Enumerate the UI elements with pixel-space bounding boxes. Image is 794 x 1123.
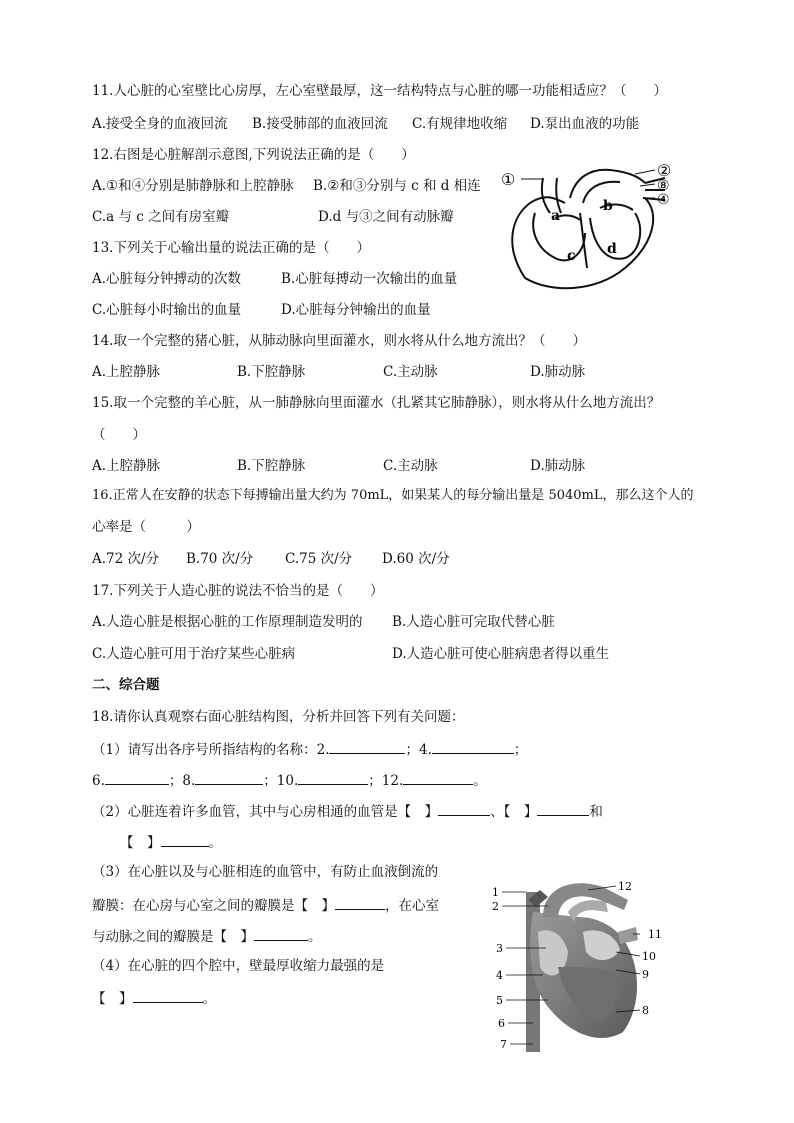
q13-option-d: D.心脏每分钟输出的血量	[281, 302, 431, 318]
fig1-label-2: ②	[657, 161, 672, 180]
q18-part3-text-b: 瓣膜：在心房与心室之间的瓣膜是【 】	[92, 898, 335, 914]
fig2-label-11: 11	[648, 928, 662, 941]
q18-part3-text-b-end: ，在心室	[385, 898, 439, 914]
fig1-label-d: d	[607, 241, 617, 257]
q18-part1-line1	[92, 739, 527, 759]
fig2-label-3: 3	[496, 942, 503, 955]
heart-diagram-2	[488, 872, 668, 1057]
answer-blank-vessel-1[interactable]	[438, 801, 490, 816]
q18-part1-sep4: ；4.	[405, 742, 432, 758]
fig2-label-6: 6	[498, 1017, 505, 1030]
q18-part3-text-c-end: 。	[308, 929, 322, 945]
fig2-label-8: 8	[642, 1004, 649, 1017]
q14-option-c: C.主动脉	[383, 364, 438, 380]
q12-option-a: A.①和④分别是肺静脉和上腔静脉	[92, 178, 294, 194]
q18-part2-line2	[120, 832, 222, 852]
q15-option-a: A.上腔静脉	[92, 458, 161, 474]
q16-stem-cont: 心率是（ ）	[92, 519, 200, 535]
q18-part2-and: 和	[589, 804, 603, 820]
q18-part2-line1	[92, 801, 603, 821]
q18-part1-label: （1）请写出各序号所指结构的名称：2.	[92, 742, 330, 758]
q18-part1-end2: 。	[473, 773, 487, 789]
heart-diagram-1	[495, 158, 690, 293]
q15-option-d: D.肺动脉	[530, 458, 586, 474]
q18-part2-end: 。	[208, 835, 222, 851]
fig2-label-12: 12	[618, 880, 632, 893]
q12-option-d: D.d 与③之间有动脉瓣	[318, 209, 454, 225]
fig2-label-1: 1	[492, 886, 499, 899]
q14-option-b: B.下腔静脉	[237, 364, 306, 380]
q11-stem: 11.人心脏的心室壁比心房厚，左心室壁最厚，这一结构特点与心脏的哪一功能相适应？（ ）	[92, 83, 667, 99]
q15-stem-cont: （ ）	[92, 427, 146, 443]
q18-label-8: ；8.	[168, 773, 196, 789]
q15-option-b: B.下腔静脉	[237, 458, 306, 474]
fig1-label-a: a	[551, 208, 561, 224]
q18-part4-bracket: 【 】	[92, 991, 133, 1007]
answer-blank-8[interactable]	[195, 770, 263, 785]
fig1-label-c: c	[567, 248, 576, 264]
q18-part1-end: ；	[513, 742, 528, 758]
q13-option-b: B.心脏每搏动一次输出的血量	[281, 271, 458, 287]
q14-option-a: A.上腔静脉	[92, 364, 161, 380]
q17-option-d: D.人造心脏可使心脏病患者得以重生	[392, 646, 610, 662]
q14-option-d: D.肺动脉	[530, 364, 586, 380]
q16-option-a: A.72 次/分	[92, 551, 160, 567]
q18-part4-line2	[92, 988, 216, 1008]
q17-option-c: C.人造心脏可用于治疗某些心脏病	[92, 646, 296, 662]
answer-blank-4[interactable]	[432, 739, 514, 754]
answer-blank-vessel-2[interactable]	[537, 801, 589, 816]
q18-label-10: ；10.	[263, 773, 299, 789]
fig2-label-9: 9	[642, 968, 649, 981]
q18-label-12: ；12.	[368, 773, 404, 789]
q17-option-b: B.人造心脏可完取代替心脏	[392, 614, 555, 630]
q16-option-c: C.75 次/分	[285, 551, 353, 567]
q18-part3-line2	[92, 895, 439, 915]
fig1-label-4: ④	[657, 192, 670, 208]
q17-option-a: A.人造心脏是根据心脏的工作原理制造发明的	[92, 614, 363, 630]
answer-blank-10[interactable]	[298, 770, 368, 785]
q11-option-c: C.有规律地收缩	[412, 116, 508, 132]
q18-part2-text: （2）心脏连着许多血管，其中与心房相通的血管是【 】	[92, 804, 439, 820]
fig1-label-b: b	[603, 198, 613, 214]
section-heading: 二、综合题	[92, 677, 160, 693]
q18-part3-line1: （3）在心脏以及与心脏相连的血管中，有防止血液倒流的	[92, 864, 439, 880]
answer-blank-2[interactable]	[329, 739, 405, 754]
fig1-label-3: ⑧	[657, 178, 670, 194]
answer-blank-valve-1[interactable]	[335, 895, 385, 910]
q17-stem: 17.下列关于人造心脏的说法不恰当的是（ ）	[92, 583, 384, 599]
q13-option-a: A.心脏每分钟搏动的次数	[92, 271, 242, 287]
q15-option-c: C.主动脉	[383, 458, 438, 474]
q18-part2-sep: 、【 】	[490, 804, 538, 820]
q13-option-c: C.心脏每小时输出的血量	[92, 302, 242, 318]
q15-stem: 15.取一个完整的羊心脏，从一肺静脉向里面灌水（扎紧其它肺静脉），则水将从什么地方流出？	[92, 395, 661, 411]
answer-blank-12[interactable]	[403, 770, 473, 785]
q14-stem: 14.取一个完整的猪心脏，从肺动脉向里面灌水，则水将从什么地方流出？（ ）	[92, 333, 586, 349]
q12-stem: 12.右图是心脏解剖示意图,下列说法正确的是（ ）	[92, 147, 415, 163]
q18-part2-bracket: 【 】	[120, 835, 161, 851]
q11-option-a: A.接受全身的血液回流	[92, 116, 228, 132]
fig2-label-5: 5	[496, 994, 503, 1007]
q13-stem: 13.下列关于心输出量的说法正确的是（ ）	[92, 240, 370, 256]
fig2-label-7: 7	[500, 1038, 507, 1051]
q11-option-d: D.泵出血液的功能	[530, 116, 640, 132]
q18-part4-line1: （4）在心脏的四个腔中，壁最厚收缩力最强的是	[92, 958, 385, 974]
q16-stem: 16.正常人在安静的状态下每搏输出量大约为 70mL，如果某人的每分输出量是 5040mL，那么这个人的	[92, 488, 694, 503]
q18-part3-line3	[92, 926, 322, 946]
q11-option-b: B.接受肺部的血液回流	[252, 116, 388, 132]
fig2-label-2: 2	[492, 900, 499, 913]
q16-option-b: B.70 次/分	[186, 551, 254, 567]
q18-part1-line2	[92, 770, 487, 790]
q18-part3-text-c: 与动脉之间的瓣膜是【 】	[92, 929, 254, 945]
q12-option-c: C.a 与 c 之间有房室瓣	[92, 209, 230, 225]
fig2-label-10: 10	[642, 950, 656, 963]
fig1-label-1: ①	[501, 170, 516, 189]
fig2-label-4: 4	[496, 969, 503, 982]
q18-stem: 18.请你认真观察右面心脏结构图，分析并回答下列有关问题：	[92, 709, 465, 725]
q18-part4-end: 。	[202, 991, 216, 1007]
answer-blank-valve-2[interactable]	[254, 926, 308, 941]
q16-option-d: D.60 次/分	[382, 551, 450, 567]
answer-blank-chamber[interactable]	[133, 988, 203, 1003]
answer-blank-vessel-3[interactable]	[161, 832, 209, 847]
q12-option-b: B.②和③分别与 c 和 d 相连	[313, 178, 481, 194]
answer-blank-6[interactable]	[105, 770, 169, 785]
q18-label-6: 6.	[92, 773, 105, 789]
